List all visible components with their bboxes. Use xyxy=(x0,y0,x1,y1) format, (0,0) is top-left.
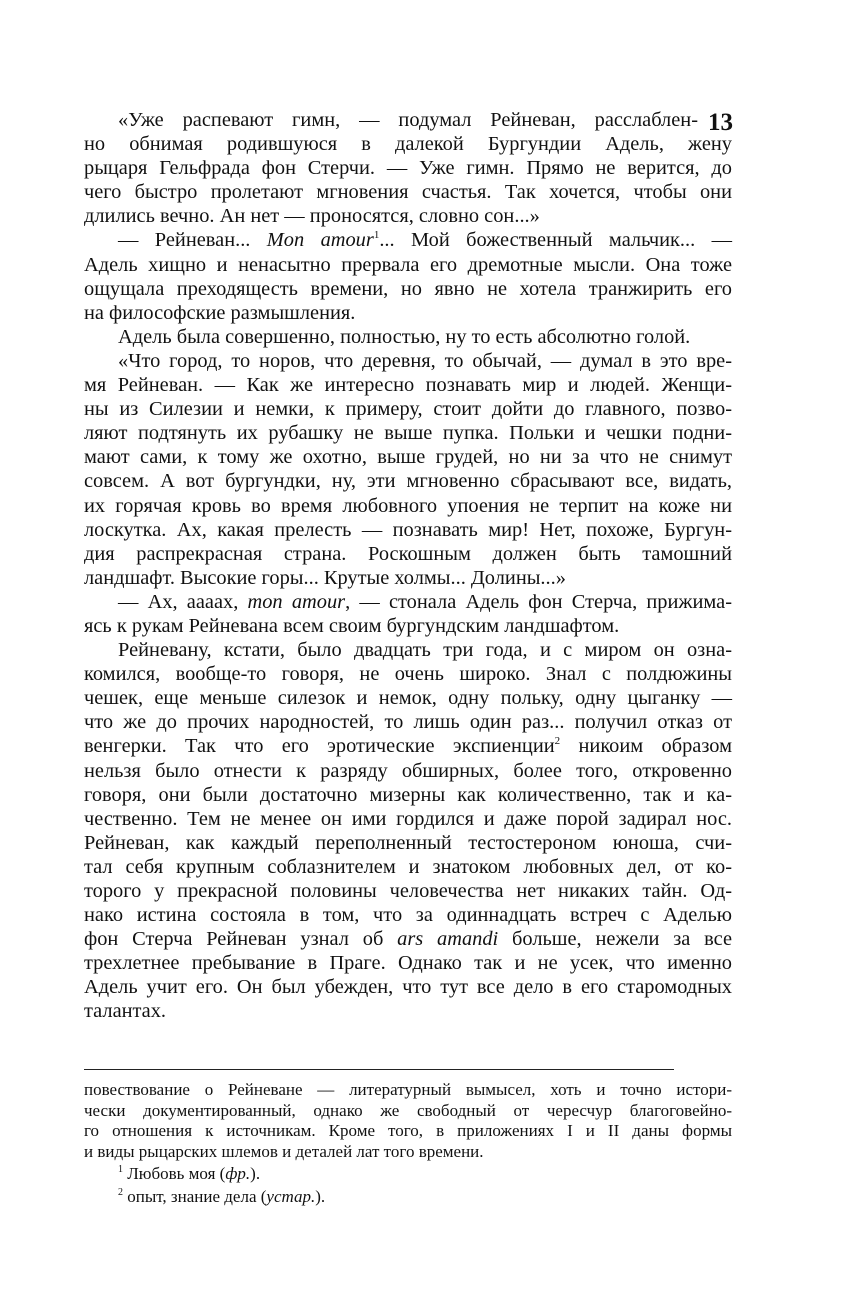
text-line-with-italic: — Ах, аааах, mon amour, — стонала Адель фон Стерча, прижима- xyxy=(118,590,732,613)
text-line: но обнимая родившуюся в далекой Бургундии Адель, жену xyxy=(84,133,732,156)
text-line: ясь к рукам Рейневана всем своим бургундским ландшафтом. xyxy=(84,614,620,637)
italic-phrase: Mon amour xyxy=(266,229,374,252)
footnote-line: и виды рыцарских шлемов и деталей лат того времени. xyxy=(84,1141,484,1161)
footnote-number: 1 xyxy=(118,1164,123,1176)
page-number: 13 xyxy=(708,109,733,136)
text-line: ощущала преходящесть времени, но явно не хотела транжирить его xyxy=(84,277,732,300)
text-line: чего быстро пролетают мгновения счастья. Так хочется, чтобы они xyxy=(84,181,732,204)
text-line: Адель была совершенно, полностью, ну то есть абсолютно голой. xyxy=(118,325,691,348)
text-line: нельзя было отнести к разряду обширных, более того, откровенно xyxy=(84,759,732,782)
footnotes xyxy=(84,1080,732,1208)
text-line: ны из Силезии и немки, к примеру, стоит дойти до главного, позво- xyxy=(84,398,732,421)
text-line: мают сами, к тому же охотно, выше грудей, но ни за что не снимут xyxy=(84,446,732,469)
footnote-text: Любовь моя ( xyxy=(127,1164,226,1184)
text-line-with-footnote: — Рейневан... Mon amour$^1$... Мой божественный мальчик... — xyxy=(118,229,732,252)
text-line: нако истина состояла в том, что за одиннадцать встреч с Аделью xyxy=(84,904,732,927)
text-line-with-footnote: венгерки. Так что его эротические экспиенции$^2$ никоим образом xyxy=(84,735,732,758)
text-line: ляют подтянуть их рубашку не выше пупка. Польки и чешки подни- xyxy=(84,422,732,445)
text-line: ландшафт. Высокие горы... Крутые холмы... Долины...» xyxy=(84,566,566,589)
text-line: «Уже распевают гимн, — подумал Рейневан, расслаблен- xyxy=(118,109,698,131)
text-line: мя Рейневан. — Как же интересно познавать мир и людей. Женщи- xyxy=(84,374,732,397)
text-line: их горячая кровь во время любовного упоения не терпит на коже ни xyxy=(84,494,732,517)
text-line: Адель учит его. Он был убежден, что тут все дело в его старомодных xyxy=(84,976,732,999)
italic-phrase: mon amour xyxy=(247,590,346,613)
text-line: что же до прочих народностей, то лишь один раз... получил отказ от xyxy=(84,711,732,734)
footnote-1 xyxy=(84,1164,732,1185)
footnote-2 xyxy=(84,1187,732,1208)
text-line: торого у прекрасной половины человечества нет никаких тайн. Од- xyxy=(84,880,732,902)
text-line: рыцаря Гельфрада фон Стерчи. — Уже гимн. Прямо не верится, до xyxy=(84,157,732,180)
text-line: на философские размышления. xyxy=(84,301,356,324)
text-line: Рейневан, как каждый переполненный тестостероном юноша, счи- xyxy=(84,831,732,854)
text-line: лоскутка. Ах, какая прелесть — познавать мир! Нет, похоже, Бургун- xyxy=(84,518,732,541)
footnote-mark: 2 xyxy=(554,735,561,748)
footnote-line: повествование о Рейневане — литературный вымысел, хоть и точно истори- xyxy=(84,1080,732,1099)
text-line: талантах. xyxy=(84,1000,167,1023)
text-line: трехлетнее пребывание в Праге. Однако так и не усек, что именно xyxy=(84,952,732,975)
text-line: Рейневану, кстати, было двадцать три года, и с миром он озна- xyxy=(118,639,732,662)
footnote-abbr: устар. xyxy=(266,1186,316,1206)
footnote-number: 2 xyxy=(118,1186,123,1198)
text-line: Адель хищно и ненасытно прервала его дремотные мысли. Она тоже xyxy=(84,253,732,276)
footnote-close: ). xyxy=(315,1186,326,1206)
text-line: говоря, они были достаточно мизерны как количественно, так и ка- xyxy=(84,783,732,806)
text-line: чешек, еще меньше силезок и немок, одну польку, одну цыганку — xyxy=(84,687,732,710)
text-line: дия распрекрасная страна. Роскошным должен быть тамошний xyxy=(84,542,732,565)
text-line-with-italic: фон Стерча Рейневан узнал об ars amandi больше, нежели за все xyxy=(84,928,732,951)
footnote-close: ). xyxy=(250,1164,261,1184)
italic-phrase: ars amandi xyxy=(397,928,499,951)
footnote-line: чески документированный, однако же свободный от чересчур благоговейно- xyxy=(84,1100,732,1120)
footnote-mark: 1 xyxy=(373,229,380,242)
text-line: «Что город, то норов, что деревня, то обычай, — думал в это вре- xyxy=(118,349,732,372)
footnote-abbr: фр. xyxy=(225,1164,251,1184)
text-line: совсем. А вот бургундки, ну, эти мгновенно сбрасывают все, видать, xyxy=(84,470,732,493)
text-line: чественно. Тем не менее он ими гордился и даже порой задирал нос. xyxy=(84,807,732,830)
footnote-divider xyxy=(84,1069,674,1070)
text-line: комился, вообще-то говоря, не очень широко. Знал с полдюжины xyxy=(84,663,732,686)
footnote-text: опыт, знание дела ( xyxy=(127,1186,267,1206)
text-line: длились вечно. Ан нет — проносятся, словно сон...» xyxy=(84,205,540,228)
text-line: тал себя крупным соблазнителем и знатоком любовных дел, от ко- xyxy=(84,855,732,878)
footnote-line: го отношения к источникам. Кроме того, в приложениях I и II даны формы xyxy=(84,1121,732,1141)
main-text xyxy=(84,108,732,1024)
